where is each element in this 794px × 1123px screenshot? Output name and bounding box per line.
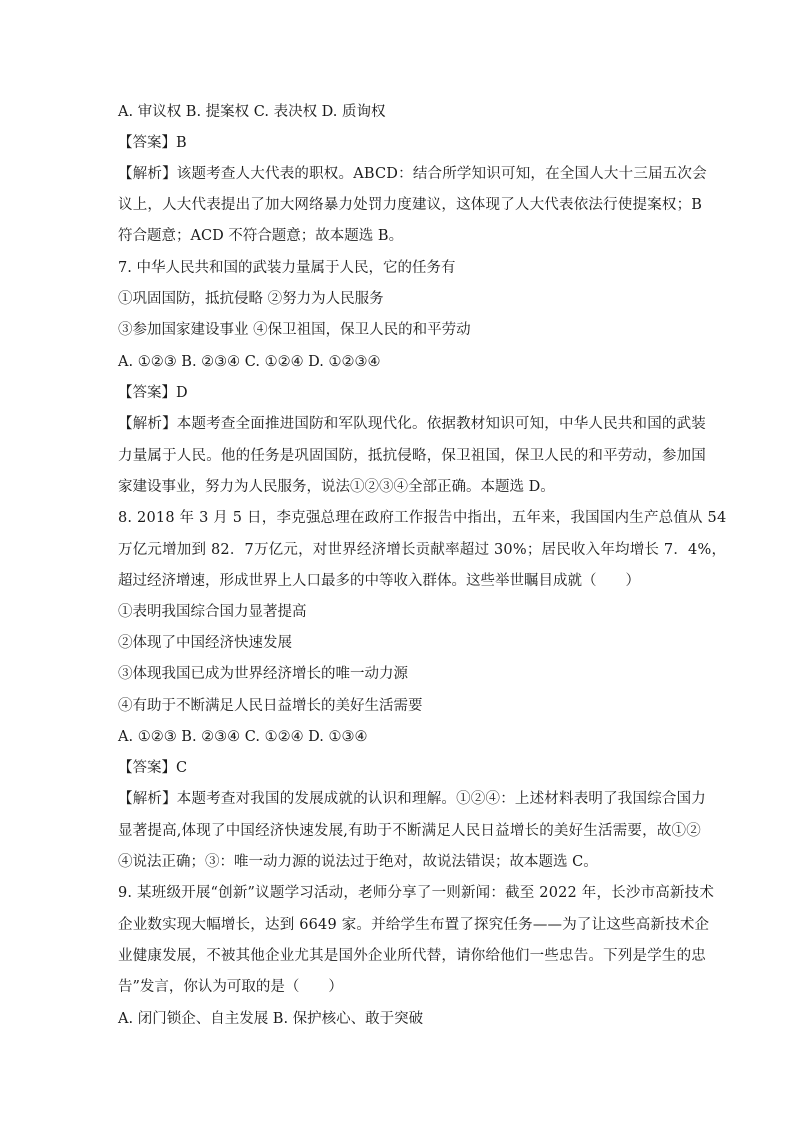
q8-analysis-line-1: 【解析】本题考查对我国的发展成就的认识和理解。①②④：上述材料表明了我国综合国力 <box>118 791 706 807</box>
q7-analysis-line-2: 力量属于人民。他的任务是巩固国防，抵抗侵略，保卫祖国，保卫人民的和平劳动，参加国 <box>118 448 706 464</box>
q7-statements-3-4: ③参加国家建设事业 ④保卫祖国，保卫人民的和平劳动 <box>118 322 471 338</box>
q8-options: A. ①②③ B. ②③④ C. ①②④ D. ①③④ <box>118 729 368 745</box>
q6-analysis-line-1: 【解析】该题考查人大代表的职权。ABCD：结合所学知识可知，在全国人大十三届五次会 <box>118 166 707 182</box>
q7-answer: 【答案】D <box>118 385 188 401</box>
q9-stem-line-2: 企业数实现大幅增长，达到 6649 家。并给学生布置了探究任务——为了让这些高新技术企 <box>118 917 710 933</box>
q7-stem: 7. 中华人民共和国的武装力量属于人民，它的任务有 <box>118 260 456 276</box>
q6-answer: 【答案】B <box>118 135 187 151</box>
q9-stem-line-1: 9. 某班级开展“创新”议题学习活动，老师分享了一则新闻：截至 2022 年，长沙市高新技术 <box>118 885 715 901</box>
q9-stem-line-3: 业健康发展，不被其他企业尤其是国外企业所代替，请你给他们一些忠告。下列是学生的忠 <box>118 948 706 964</box>
q6-options: A. 审议权 B. 提案权 C. 表决权 D. 质询权 <box>118 104 386 120</box>
q6-analysis-line-2: 议上，人大代表提出了加大网络暴力处罚力度建议，这体现了人大代表依法行使提案权；B <box>118 197 703 213</box>
q8-analysis-line-3: ④说法正确；③：唯一动力源的说法过于绝对，故说法错误；故本题选 C。 <box>118 854 598 870</box>
q7-analysis-line-3: 家建设事业，努力为人民服务，说法①②③④全部正确。本题选 D。 <box>118 479 555 495</box>
q8-stem-line-2: 万亿元增加到 82．7万亿元，对世界经济增长贡献率超过 30%；居民收入年均增长 7．4%， <box>118 542 727 558</box>
q8-statement-2: ②体现了中国经济快速发展 <box>118 635 292 651</box>
q7-analysis-line-1: 【解析】本题考查全面推进国防和军队现代化。依据教材知识可知，中华人民共和国的武装 <box>118 416 706 432</box>
q8-statement-4: ④有助于不断满足人民日益增长的美好生活需要 <box>118 698 423 714</box>
q9-options: A. 闭门锁企、自主发展 B. 保护核心、敢于突破 <box>118 1011 424 1027</box>
q8-statement-3: ③体现我国已成为世界经济增长的唯一动力源 <box>118 666 408 682</box>
q8-stem-line-3: 超过经济增速，形成世界上人口最多的中等收入群体。这些举世瞩目成就（ ） <box>118 573 640 589</box>
q7-statements-1-2: ①巩固国防，抵抗侵略 ②努力为人民服务 <box>118 291 384 307</box>
q8-answer: 【答案】C <box>118 760 188 776</box>
q8-analysis-line-2: 显著提高,体现了中国经济快速发展,有助于不断满足人民日益增长的美好生活需要，故①② <box>118 823 701 839</box>
q7-options: A. ①②③ B. ②③④ C. ①②④ D. ①②③④ <box>118 354 381 370</box>
q6-analysis-line-3: 符合题意；ACD 不符合题意；故本题选 B。 <box>118 228 404 244</box>
q8-statement-1: ①表明我国综合国力显著提高 <box>118 604 307 620</box>
q8-stem-line-1: 8. 2018 年 3 月 5 日，李克强总理在政府工作报告中指出，五年来，我国国内生产总值从 54 <box>118 510 727 526</box>
q9-stem-line-4: 告”发言，你认为可取的是（ ） <box>118 979 343 995</box>
